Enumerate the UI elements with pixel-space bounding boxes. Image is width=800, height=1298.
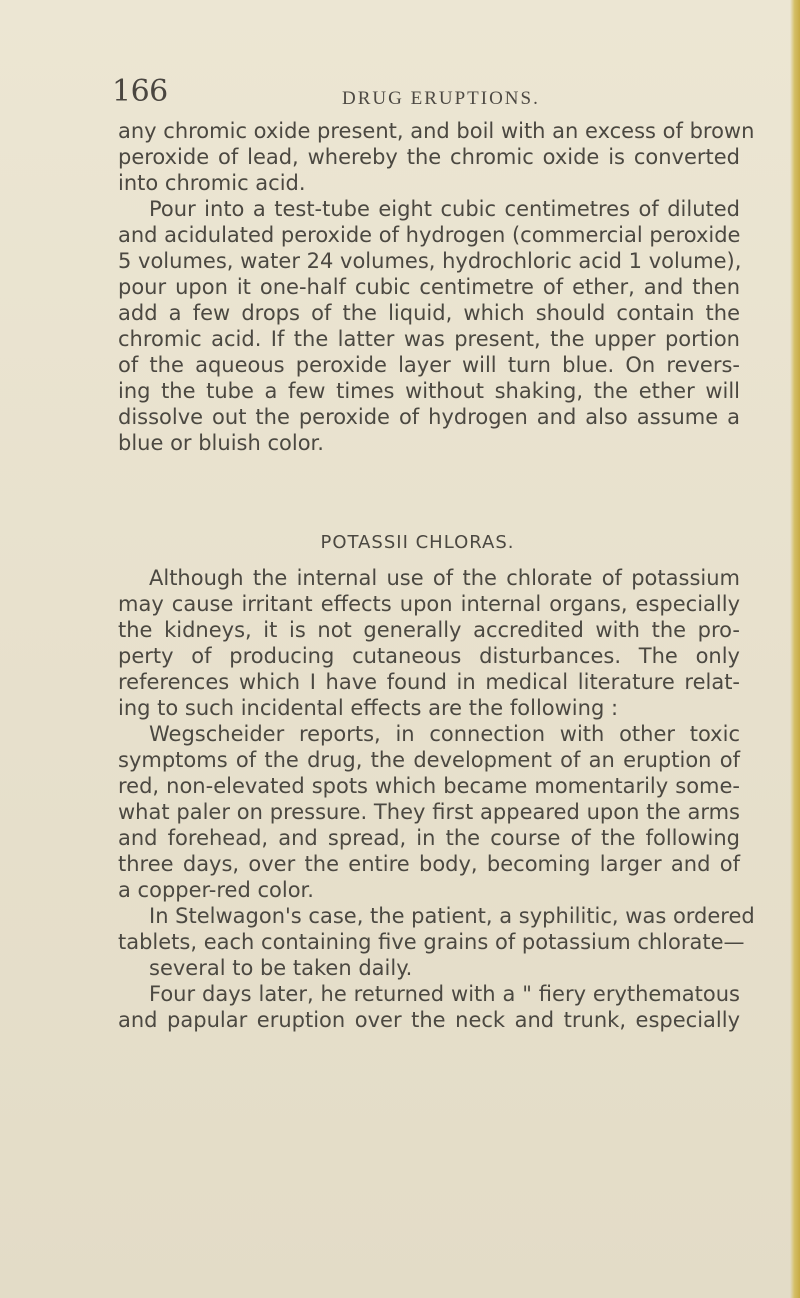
text-line: and forehead, and spread, in the course of the following xyxy=(118,826,740,850)
text-line: Four days later, he returned with a " fiery erythematous xyxy=(149,982,740,1006)
page-number: 166 xyxy=(112,74,168,109)
top-text-block xyxy=(118,118,755,456)
text-line: of the aqueous peroxide layer will turn blue. On revers- xyxy=(118,353,740,377)
section-heading-wrap xyxy=(0,532,800,553)
text-line: ing the tube a few times without shaking, the ether will xyxy=(118,379,740,403)
text-line: the kidneys, it is not generally accredited with the pro- xyxy=(118,618,740,642)
text-line: pour upon it one-half cubic centimetre of ether, and then xyxy=(118,275,740,299)
text-line: and acidulated peroxide of hydrogen (commercial peroxide xyxy=(118,223,741,247)
text-line: ing to such incidental effects are the following : xyxy=(118,696,619,720)
text-line: 5 volumes, water 24 volumes, hydrochloric acid 1 volume), xyxy=(118,249,742,273)
text-line: references which I have found in medical literature relat- xyxy=(118,670,740,694)
page-edge xyxy=(790,0,800,1298)
text-line: blue or bluish color. xyxy=(118,431,324,455)
text-line: and papular eruption over the neck and trunk, especially xyxy=(118,1008,740,1032)
text-line: dissolve out the peroxide of hydrogen and also assume a xyxy=(118,405,740,429)
text-line: may cause irritant effects upon internal organs, especially xyxy=(118,592,740,616)
text-line: symptoms of the drug, the development of an eruption of xyxy=(118,748,740,772)
text-line: tablets, each containing five grains of potassium chlorate— xyxy=(118,930,745,954)
text-line: chromic acid. If the latter was present, the upper portion xyxy=(118,327,740,351)
text-line: what paler on pressure. They first appeared upon the arms xyxy=(118,800,740,824)
text-line: three days, over the entire body, becoming larger and of xyxy=(118,852,740,876)
text-line: Wegscheider reports, in connection with other toxic xyxy=(149,722,740,746)
text-line: red, non-elevated spots which became momentarily some- xyxy=(118,774,740,798)
text-line: add a few drops of the liquid, which should contain the xyxy=(118,301,740,325)
text-line: any chromic oxide present, and boil with an excess of brown xyxy=(118,119,755,143)
bottom-text-block xyxy=(118,565,755,1033)
running-head: DRUG ERUPTIONS. xyxy=(342,88,540,109)
page-header xyxy=(112,74,752,108)
text-line: into chromic acid. xyxy=(118,171,306,195)
section-heading: POTASSII CHLORAS. xyxy=(320,532,515,553)
text-line: peroxide of lead, whereby the chromic oxide is converted xyxy=(118,145,740,169)
text-line: several to be taken daily. xyxy=(149,956,413,980)
text-line: In Stelwagon's case, the patient, a syphilitic, was ordered xyxy=(149,904,755,928)
text-line: Pour into a test-tube eight cubic centimetres of diluted xyxy=(149,197,740,221)
text-line: perty of producing cutaneous disturbances. The only xyxy=(118,644,740,668)
text-line: Although the internal use of the chlorate of potassium xyxy=(149,566,740,590)
text-line: a copper-red color. xyxy=(118,878,314,902)
